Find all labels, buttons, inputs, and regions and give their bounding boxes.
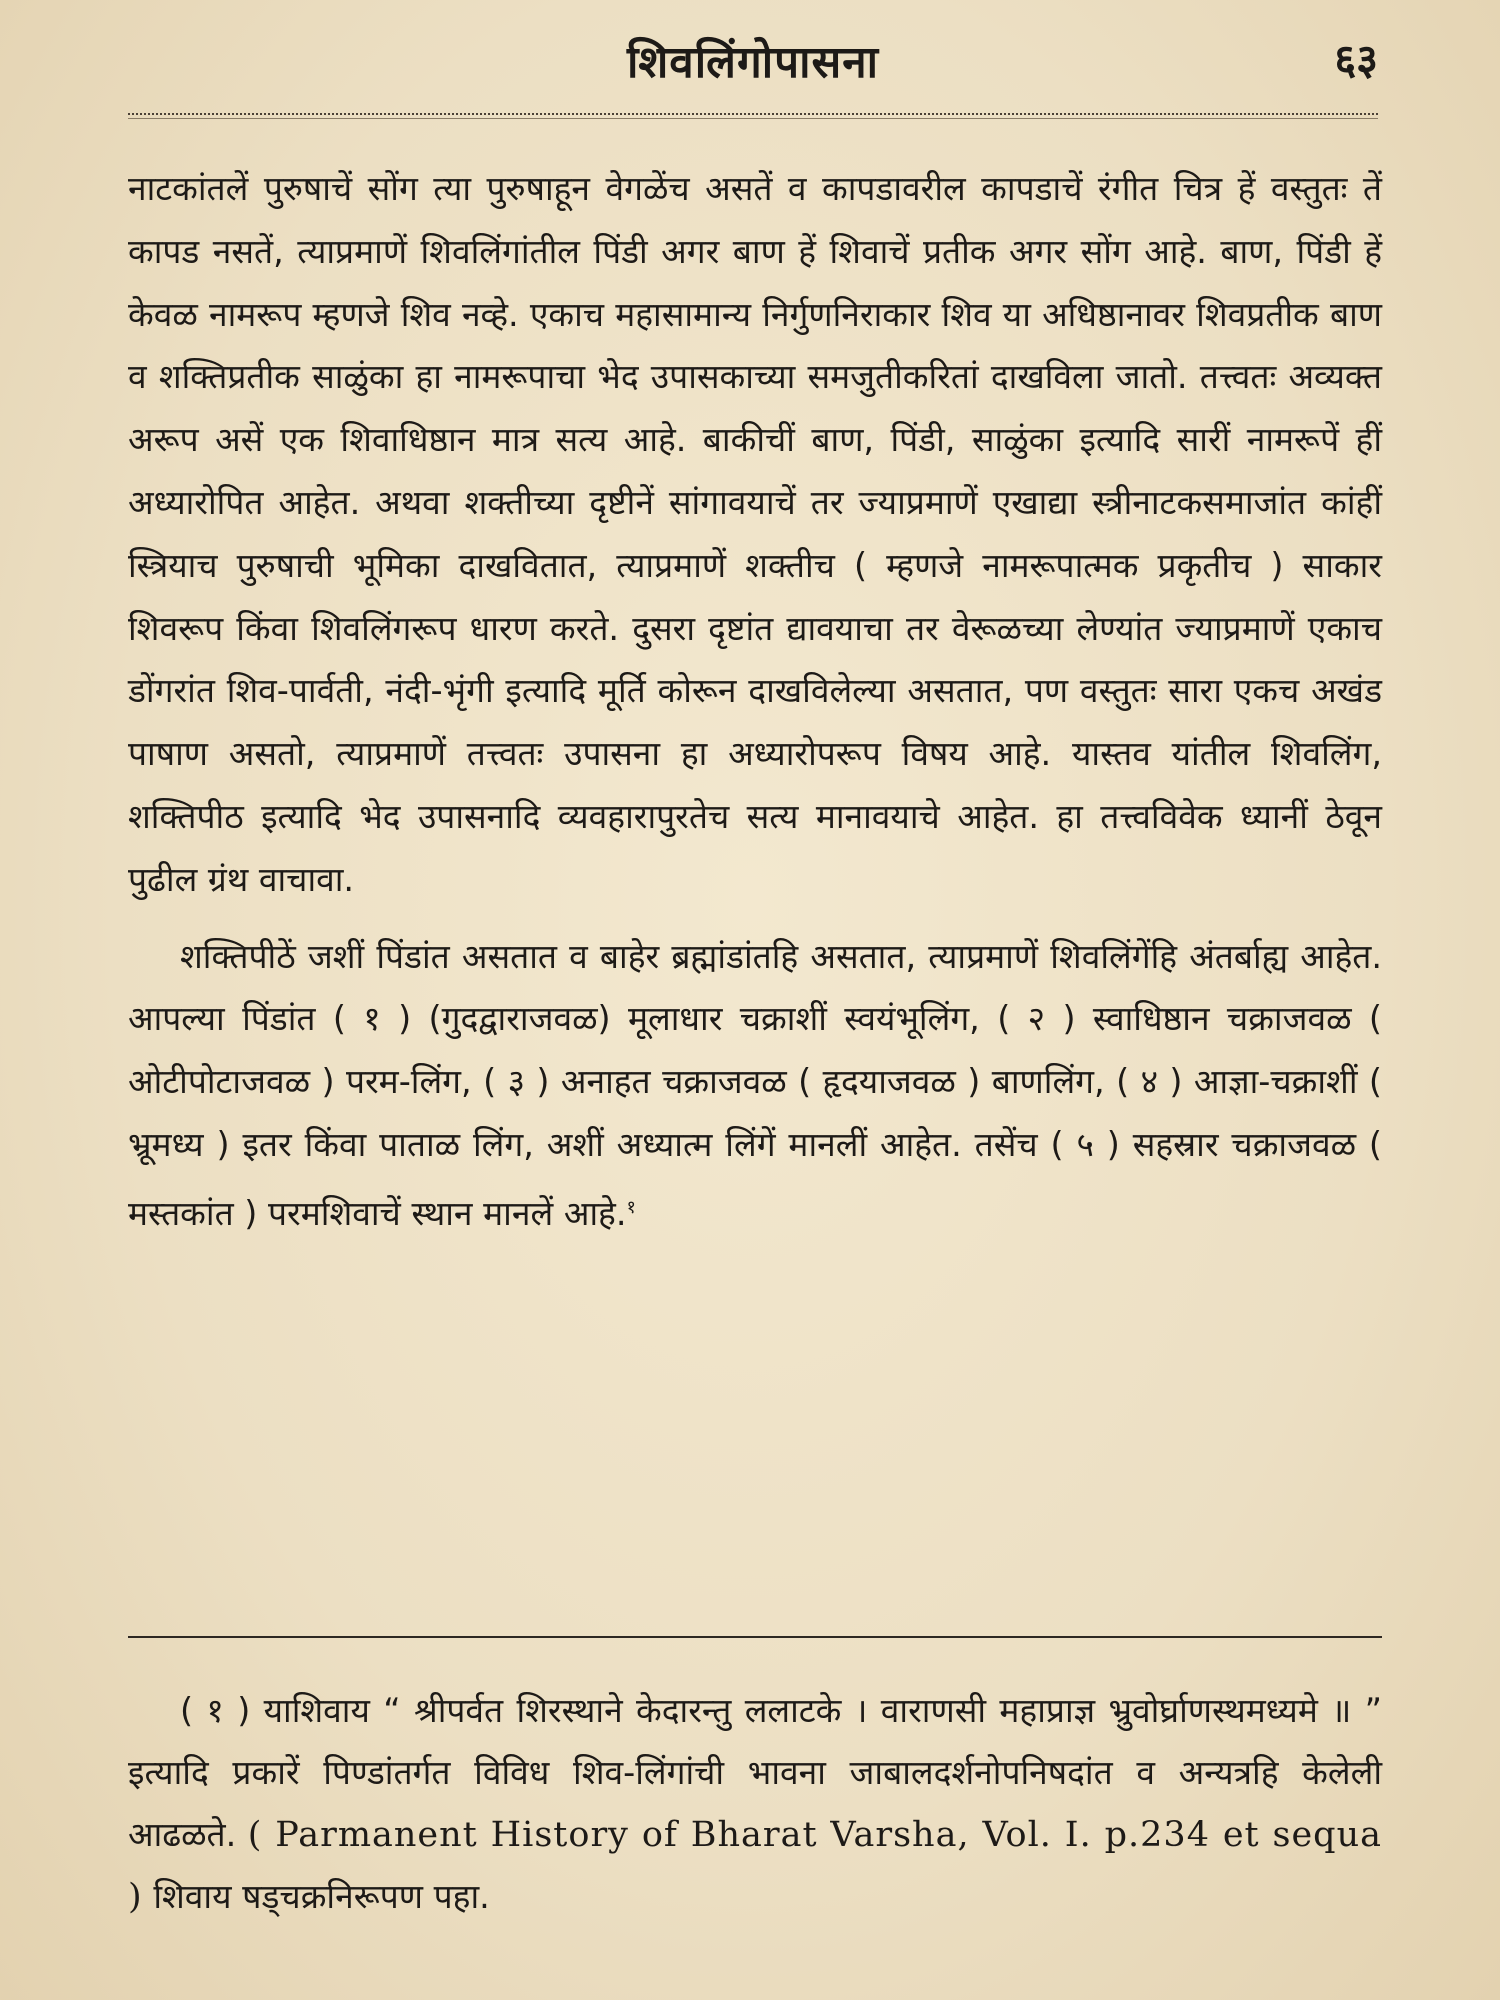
footnote-reference-latin: ( Parmanent History of Bharat Varsha, Vol. I. p.234 et sequa ): [128, 1815, 1382, 1917]
page-number: ६३: [1334, 35, 1378, 84]
running-title: शिवलिंगोपासना: [626, 37, 880, 88]
paragraph-2: [128, 926, 1382, 1246]
main-text: [128, 158, 1382, 1246]
paragraph-1: नाटकांतलें पुरुषाचें सोंग त्या पुरुषाहून वेगळेंच असतें व कापडावरील कापडाचें रंगीत चित्र हें वस्तुतः तें कापड नसतें, त्याप्रमाणें शिवलिंगांतील पिंडी अगर बाण हें शिवाचें प्रतीक अगर सोंग आहे. बाण, पिंडी हें केवळ नामरूप म्हणजे शिव नव्हे. एकाच महासामान्य निर्गुणनिराकार शिव या अधिष्ठानावर शिवप्रतीक बाण व शक्तिप्रतीक साळुंका हा नामरूपाचा भेद उपासकाच्या समजुतीकरितां दाखविला जातो. तत्त्वतः अव्यक्त अरूप असें एक शिवाधिष्ठान मात्र सत्य आहे. बाकीचीं बाण, पिंडी, साळुंका इत्यादि सारीं नामरूपें हीं अध्यारोपित आहेत. अथवा शक्तीच्या दृष्टीनें सांगावयाचें तर ज्याप्रमाणें एखाद्या स्त्रीनाटकसमाजांत कांहीं स्त्रियाच पुरुषाची भूमिका दाखवितात, त्याप्रमाणें शक्तीच ( म्हणजे नामरूपात्मक प्रकृतीच ) साकार शिवरूप किंवा शिवलिंगरूप धारण करते. दुसरा दृष्टांत द्यावयाचा तर वेरूळच्या लेण्यांत ज्याप्रमाणें एकाच डोंगरांत शिव-पार्वती, नंदी-भृंगी इत्यादि मूर्ति कोरून दाखविलेल्या असतात, पण वस्तुतः सारा एकच अखंड पाषाण असतो, त्याप्रमाणें तत्त्वतः उपासना हा अध्यारोपरूप विषय आहे. यास्तव यांतील शिवलिंग, शक्तिपीठ इत्यादि भेद उपासनादि व्यवहारापुरतेच सत्य मानावयाचे आहेत. हा तत्त्वविवेक ध्यानीं ठेवून पुढील ग्रंथ वाचावा.: [128, 169, 1382, 899]
footnote-divider: [128, 1636, 1382, 1638]
header-divider: [128, 113, 1378, 115]
footnote: [128, 1680, 1382, 1928]
paragraph-2-text: शक्तिपीठें जशीं पिंडांत असतात व बाहेर ब्रह्मांडांतहि असतात, त्याप्रमाणें शिवलिंगेंहि अंतर्बाह्य आहेत. आपल्या पिंडांत ( १ ) (गुदद्वाराजवळ) मूलाधार चक्राशीं स्वयंभूलिंग, ( २ ) स्वाधिष्ठान चक्राजवळ ( ओटीपोटाजवळ ) परम-लिंग, ( ३ ) अनाहत चक्राजवळ ( हृदयाजवळ ) बाणलिंग, ( ४ ) आज्ञा-चक्राशीं ( भ्रूमध्य ) इतर किंवा पाताळ लिंग, अशीं अध्यात्म लिंगें मानलीं आहेत. तसेंच ( ५ ) सहस्रार चक्राजवळ ( मस्तकांत ) परमशिवाचें स्थान मानलें आहे.: [128, 936, 1382, 1233]
running-header: [128, 30, 1378, 100]
footnote-marker: १: [626, 1196, 636, 1218]
footnote-reference-tail: शिवाय षड्चक्रनिरूपण पहा.: [153, 1877, 490, 1916]
footnote-text: ( १ ) याशिवाय “ श्रीपर्वत शिरस्थाने केदारन्तु ललाटके । वाराणसी महाप्राज्ञ भ्रुवोर्घ्राणस्थमध्यमे ॥ ” इत्यादि प्रकारें पिण्डांतर्गत विविध शिव-लिंगांची भावना जाबालदर्शनोपनिषदांत व अन्यत्रहि केलेली आढळते.: [128, 1691, 1382, 1854]
